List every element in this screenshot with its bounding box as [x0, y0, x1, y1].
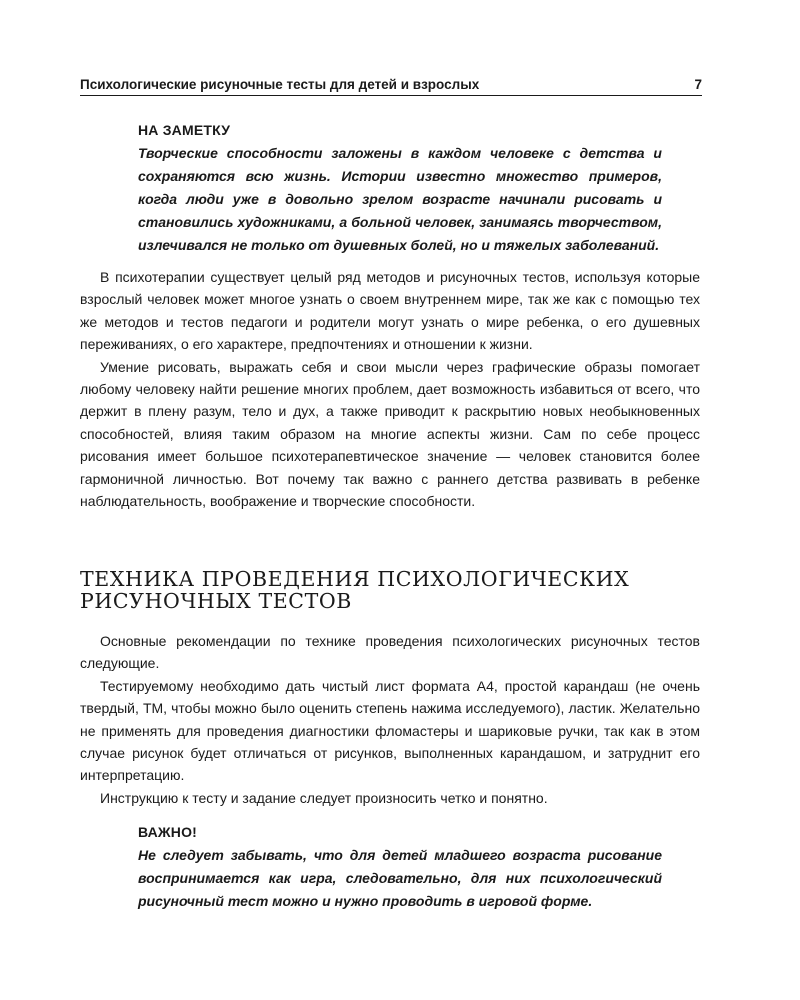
- intro-paragraph-1: В психотерапии существует целый ряд методов и рисуночных тестов, используя которые взрослый человек может многое узнать о своем внутреннем мире, так же как с помощью тех же методов и тестов педагоги и родители могут узнать о мире ребенка, о его душевных переживаниях, о его характере, предпочтениях и отношении к жизни.: [80, 269, 700, 353]
- section-title-line-2: РИСУНОЧНЫХ ТЕСТОВ: [80, 589, 352, 613]
- running-header: [80, 72, 702, 96]
- important-text: Не следует забывать, что для детей младшего возраста рисование воспринимается как игра, следовательно, для них психологический рисуночный тест можно и нужно проводить в игровой форме.: [138, 847, 662, 909]
- running-header-title: Психологические рисуночные тесты для детей и взрослых: [80, 77, 480, 92]
- technique-paragraph-1: Основные рекомендации по технике проведения психологических рисуночных тестов следующие.: [80, 633, 700, 672]
- intro-text: [80, 266, 700, 512]
- technique-paragraph-2: Тестируемому необходимо дать чистый лист формата А4, простой карандаш (не очень твердый, ТМ, чтобы можно было оценить степень нажима исследуемого), ластик. Желательно не применять для проведения диагностики фломастеры и шариковые ручки, так как в этом случае рисунок будет отличаться от рисунков, выполненных карандашом, и затруднит его интерпретацию.: [80, 677, 700, 784]
- note-title: НА ЗАМЕТКУ: [138, 122, 231, 138]
- page-number: 7: [694, 77, 702, 92]
- note-box: [138, 120, 662, 257]
- technique-text: [80, 630, 700, 809]
- section-title: [80, 568, 700, 612]
- important-box: [138, 822, 662, 913]
- note-text: Творческие способности заложены в каждом человеке с детства и сохраняются всю жизнь. Истории известно множество примеров, когда люди уже в довольно зрелом возрасте начинали рисовать и становились художниками, а больной человек, занимаясь творчеством, излечивался не только от душевных болей, но и тяжелых заболеваний.: [138, 145, 662, 253]
- intro-paragraph-2: Умение рисовать, выражать себя и свои мысли через графические образы помогает любому человеку найти решение многих проблем, дает возможность избавиться от всего, что держит в плену разум, тело и дух, а также приводит к раскрытию новых необыкновенных способностей, влияя таким образом на многие аспекты жизни. Сам по себе процесс рисования имеет большое психотерапевтическое значение — человек становится более гармоничной личностью. Вот почему так важно с раннего детства развивать в ребенке наблюдательность, воображение и творческие способности.: [80, 358, 700, 510]
- technique-paragraph-3: Инструкцию к тесту и задание следует произносить четко и понятно.: [100, 789, 548, 806]
- section-title-line-1: ТЕХНИКА ПРОВЕДЕНИЯ ПСИХОЛОГИЧЕСКИХ: [80, 567, 630, 591]
- important-title: ВАЖНО!: [138, 824, 198, 840]
